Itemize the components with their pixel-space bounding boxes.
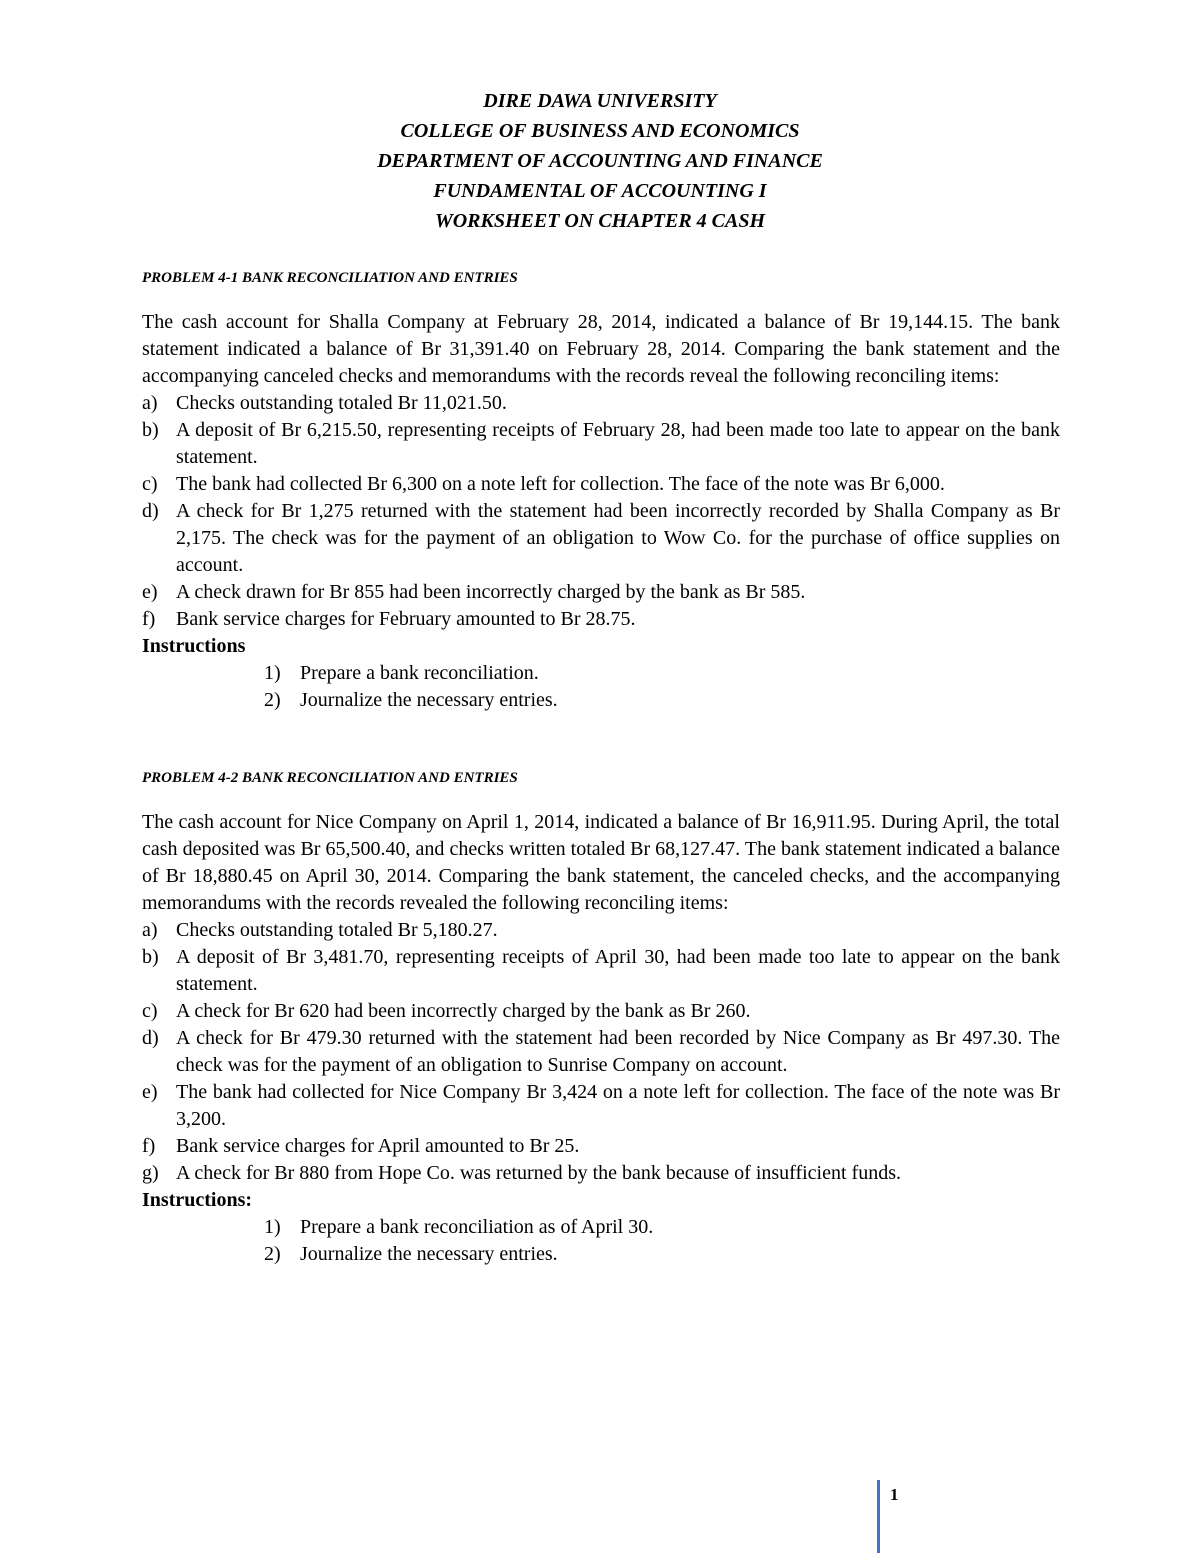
item-label: g) (142, 1162, 159, 1184)
item-label: e) (142, 1081, 158, 1103)
item-text: A check for Br 479.30 returned with the statement had been recorded by Nice Company as Br 497.30. The check was for the payment of an obligation to Sunrise Company on account. (176, 1027, 1060, 1076)
instructions-list (142, 660, 1060, 714)
problem-title: PROBLEM 4-1 BANK RECONCILIATION AND ENTRIES (142, 270, 518, 286)
step-label: 2) (264, 1243, 281, 1265)
item-label: d) (142, 1027, 159, 1049)
reconciling-items-list (142, 390, 1060, 633)
step-text: Prepare a bank reconciliation as of April 30. (300, 1216, 654, 1238)
list-item (142, 606, 1060, 633)
instruction-step (142, 1241, 1060, 1268)
problem-intro: The cash account for Shalla Company at February 28, 2014, indicated a balance of Br 19,144.15. The bank statement indicated a balance of Br 31,391.40 on February 28, 2014. Comparing the bank statement and the accompanying canceled checks and memorandums with the records reveal the following reconciling items: (142, 311, 1060, 387)
item-label: a) (142, 919, 158, 941)
university-name: DIRE DAWA UNIVERSITY (483, 90, 717, 112)
list-item (142, 998, 1060, 1025)
step-text: Journalize the necessary entries. (300, 689, 558, 711)
department-name: DEPARTMENT OF ACCOUNTING AND FINANCE (377, 150, 823, 172)
item-text: A deposit of Br 6,215.50, representing receipts of February 28, had been made too late to appear on the bank statement. (176, 419, 1060, 468)
item-text: The bank had collected Br 6,300 on a note left for collection. The face of the note was Br 6,000. (176, 473, 945, 495)
item-text: A deposit of Br 3,481.70, representing receipts of April 30, had been made too late to appear on the bank statement. (176, 946, 1060, 995)
item-text: A check for Br 880 from Hope Co. was returned by the bank because of insufficient funds. (176, 1162, 901, 1184)
document-header (0, 86, 1200, 236)
footer-accent-bar (877, 1480, 880, 1553)
page-number: 1 (890, 1485, 899, 1504)
instructions-heading: Instructions: (142, 1189, 253, 1211)
list-item (142, 1079, 1060, 1133)
item-text: Checks outstanding totaled Br 5,180.27. (176, 919, 498, 941)
step-text: Journalize the necessary entries. (300, 1243, 558, 1265)
problem-4-2 (142, 767, 1060, 1268)
instruction-step (142, 687, 1060, 714)
list-item (142, 1133, 1060, 1160)
problem-4-1 (142, 267, 1060, 714)
item-text: The bank had collected for Nice Company Br 3,424 on a note left for collection. The face of the note was Br 3,200. (176, 1081, 1060, 1130)
list-item (142, 471, 1060, 498)
list-item (142, 917, 1060, 944)
worksheet-title: WORKSHEET ON CHAPTER 4 CASH (434, 210, 766, 232)
instructions-heading: Instructions (142, 635, 246, 657)
item-label: d) (142, 500, 159, 522)
step-text: Prepare a bank reconciliation. (300, 662, 539, 684)
item-text: A check for Br 620 had been incorrectly charged by the bank as Br 260. (176, 1000, 751, 1022)
instruction-step (142, 1214, 1060, 1241)
list-item (142, 579, 1060, 606)
item-label: a) (142, 392, 158, 414)
item-label: b) (142, 419, 159, 441)
item-label: c) (142, 473, 158, 495)
list-item (142, 1025, 1060, 1079)
problem-title: PROBLEM 4-2 BANK RECONCILIATION AND ENTRIES (142, 770, 518, 786)
college-name: COLLEGE OF BUSINESS AND ECONOMICS (400, 120, 800, 142)
item-text: Bank service charges for February amounted to Br 28.75. (176, 608, 636, 630)
item-label: b) (142, 946, 159, 968)
list-item (142, 390, 1060, 417)
item-text: Checks outstanding totaled Br 11,021.50. (176, 392, 507, 414)
item-text: A check drawn for Br 855 had been incorrectly charged by the bank as Br 585. (176, 581, 806, 603)
list-item (142, 498, 1060, 579)
course-name: FUNDAMENTAL OF ACCOUNTING I (433, 180, 767, 202)
list-item (142, 944, 1060, 998)
item-text: Bank service charges for April amounted to Br 25. (176, 1135, 580, 1157)
item-text: A check for Br 1,275 returned with the statement had been incorrectly recorded by Shalla Company as Br 2,175. The check was for the payment of an obligation to Wow Co. for the purchase of office supplies on account. (176, 500, 1060, 576)
reconciling-items-list (142, 917, 1060, 1187)
problem-intro: The cash account for Nice Company on April 1, 2014, indicated a balance of Br 16,911.95. During April, the total cash deposited was Br 65,500.40, and checks written totaled Br 68,127.47. The bank statement indicated a balance of Br 18,880.45 on April 30, 2014. Comparing the bank statement, the canceled checks, and the accompanying memorandums with the records revealed the following reconciling items: (142, 811, 1060, 914)
item-label: f) (142, 1135, 156, 1157)
instructions-list (142, 1214, 1060, 1268)
step-label: 2) (264, 689, 281, 711)
instruction-step (142, 660, 1060, 687)
step-label: 1) (264, 1216, 281, 1238)
step-label: 1) (264, 662, 281, 684)
item-label: c) (142, 1000, 158, 1022)
list-item (142, 417, 1060, 471)
item-label: e) (142, 581, 158, 603)
item-label: f) (142, 608, 156, 630)
list-item (142, 1160, 1060, 1187)
